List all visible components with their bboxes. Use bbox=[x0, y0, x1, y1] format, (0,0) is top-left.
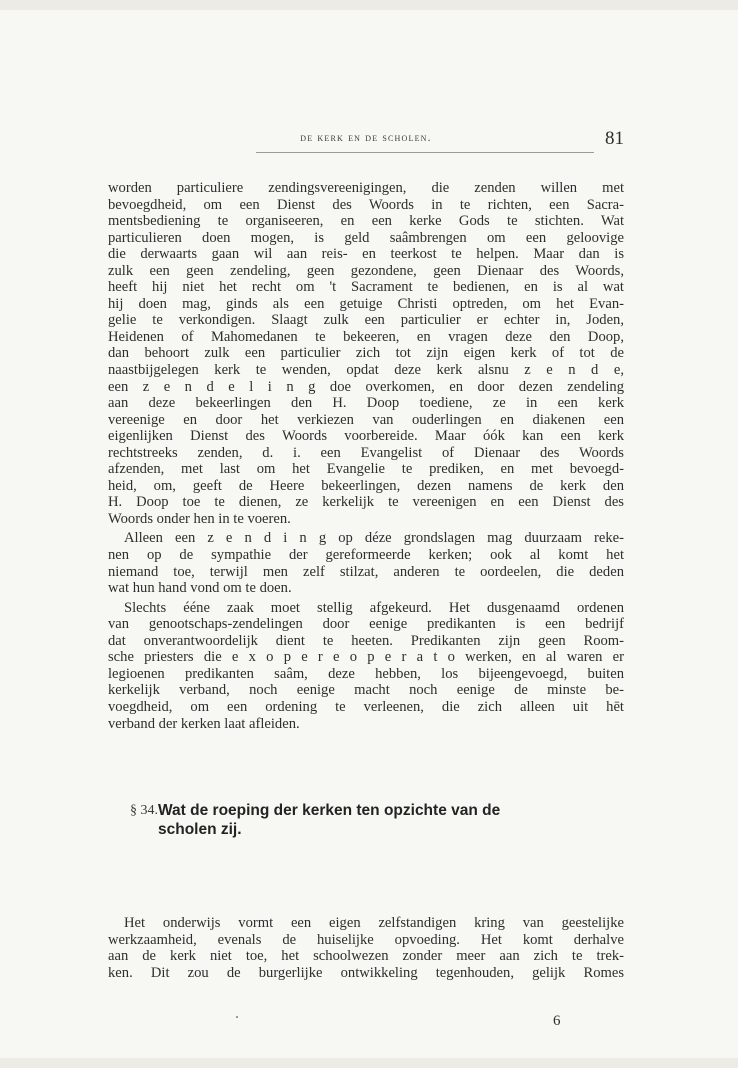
text-line: ken. Dit zou de burgerlijke ontwikkeling tegenhouden, gelijk Romes bbox=[108, 964, 624, 981]
section-number: § 34. bbox=[130, 803, 158, 818]
text-line: heid, om, geeft de Heere bekeerlingen, dezen namens de kerk den bbox=[108, 477, 624, 494]
text-line: H. Doop toe te dienen, ze kerkelijk te vereenigen en een Dienst des bbox=[108, 494, 624, 511]
text-line: afzenden, met last om het Evangelie te prediken, en met bevoegd- bbox=[108, 461, 624, 478]
text-line: heeft hij niet het recht om 't Sacrament te bedienen, en is al wat bbox=[108, 279, 624, 296]
running-title: de kerk en de scholen. bbox=[300, 132, 432, 144]
text-line: verband der kerken laat afleiden. bbox=[108, 715, 300, 732]
text-line: particulieren doen mogen, is geld saâmbrengen om een geloovige bbox=[108, 229, 624, 246]
paragraph-3 bbox=[108, 600, 624, 732]
text-line: bevoegdheid, om een Dienst des Woords in te richten, een Sacra- bbox=[108, 196, 624, 213]
text-line: eigenlijken Dienst des Woords voorbereide. Maar óók kan een kerk bbox=[108, 428, 624, 445]
text-line: wat hun hand vond om te doen. bbox=[108, 580, 292, 597]
paragraph-4 bbox=[108, 915, 624, 981]
text-line: aan de kerk niet toe, het schoolwezen zonder meer aan zich te trek- bbox=[108, 948, 624, 965]
text-line: legioenen predikanten saâm, deze hebben, los bijeengevoegd, buiten bbox=[108, 665, 624, 682]
text-line: nen op de sympathie der gereformeerde kerken; ook al komt het bbox=[108, 547, 624, 564]
text-line: werkzaamheid, evenals de huiselijke opvoeding. Het komt derhalve bbox=[108, 931, 624, 948]
text-line: niemand toe, terwijl men zelf stilzat, anderen te oordeelen, die deden bbox=[108, 563, 624, 580]
text-line: Alleen een z e n d i n g op déze grondslagen mag duurzaam reke- bbox=[124, 530, 624, 547]
text-line: een z e n d e l i n g doe overkomen, en door dezen zendeling bbox=[108, 378, 624, 395]
text-line: mentsbediening te organiseeren, en een kerke Gods te stichten. Wat bbox=[108, 213, 624, 230]
paragraph-2 bbox=[108, 530, 624, 596]
text-line: kerkelijk verband, noch eenige macht noch eenige de minste be- bbox=[108, 682, 624, 699]
running-head bbox=[108, 128, 624, 158]
print-speck bbox=[236, 1016, 238, 1018]
text-line: Het onderwijs vormt een eigen zelfstandigen kring van geestelijke bbox=[124, 915, 624, 931]
text-line: worden particuliere zendingsvereenigingen, die zenden willen met bbox=[108, 180, 624, 196]
text-line: aan deze bekeerlingen den H. Doop toediene, ze in een kerk bbox=[108, 395, 624, 412]
text-line: van genootschaps-zendelingen door eenige predikanten is een bedrijf bbox=[108, 616, 624, 633]
text-line: gelie te verkondigen. Slaagt zulk een particulier er echter in, Joden, bbox=[108, 312, 624, 329]
body-text-upper bbox=[108, 180, 624, 732]
signature-mark: 6 bbox=[553, 1013, 561, 1029]
paragraph-1 bbox=[108, 180, 624, 527]
section-heading bbox=[130, 801, 620, 839]
text-line: Heidenen of Mahomedanen te bekeeren, en vragen deze den Doop, bbox=[108, 328, 624, 345]
text-line: dat onverantwoordelijk dient te heeten. Predikanten zijn geen Room- bbox=[108, 632, 624, 649]
text-line: rechtstreeks zenden, d. i. een Evangelist of Dienaar des Woords bbox=[108, 444, 624, 461]
page-number: 81 bbox=[605, 128, 624, 149]
section-title-line: Wat de roeping der kerken ten opzichte van de bbox=[158, 802, 501, 819]
text-line: zulk een geen zendeling, geen gezondene, geen Dienaar des Woords, bbox=[108, 262, 624, 279]
text-line: hij doen mag, ginds als een getuige Christi optreden, om het Evan- bbox=[108, 295, 624, 312]
text-line: vereenige en door het verkiezen van ouderlingen en diakenen een bbox=[108, 411, 624, 428]
text-line: sche priesters die e x o p e r e o p e r a t o werken, en al waren er bbox=[108, 649, 624, 666]
text-line: dan behoort zulk een particulier zich tot zijn eigen kerk of tot de bbox=[108, 345, 624, 362]
text-line: die derwaarts gaan wil aan reis- en teerkost te helpen. Maar dan is bbox=[108, 246, 624, 263]
text-line: Slechts ééne zaak moet stellig afgekeurd. Het dusgenaamd ordenen bbox=[124, 599, 624, 616]
text-line: voegdheid, om een ordening te verleenen, die zich alleen uit hēt bbox=[108, 698, 624, 715]
book-page bbox=[0, 10, 738, 1058]
text-line: naastbijgelegen kerk te wenden, opdat deze kerk alsnu z e n d e, bbox=[108, 362, 624, 379]
text-line: Woords onder hen in te voeren. bbox=[108, 510, 291, 527]
section-title-line: scholen zij. bbox=[158, 821, 242, 838]
body-text-lower bbox=[108, 915, 624, 981]
header-rule bbox=[256, 152, 594, 153]
